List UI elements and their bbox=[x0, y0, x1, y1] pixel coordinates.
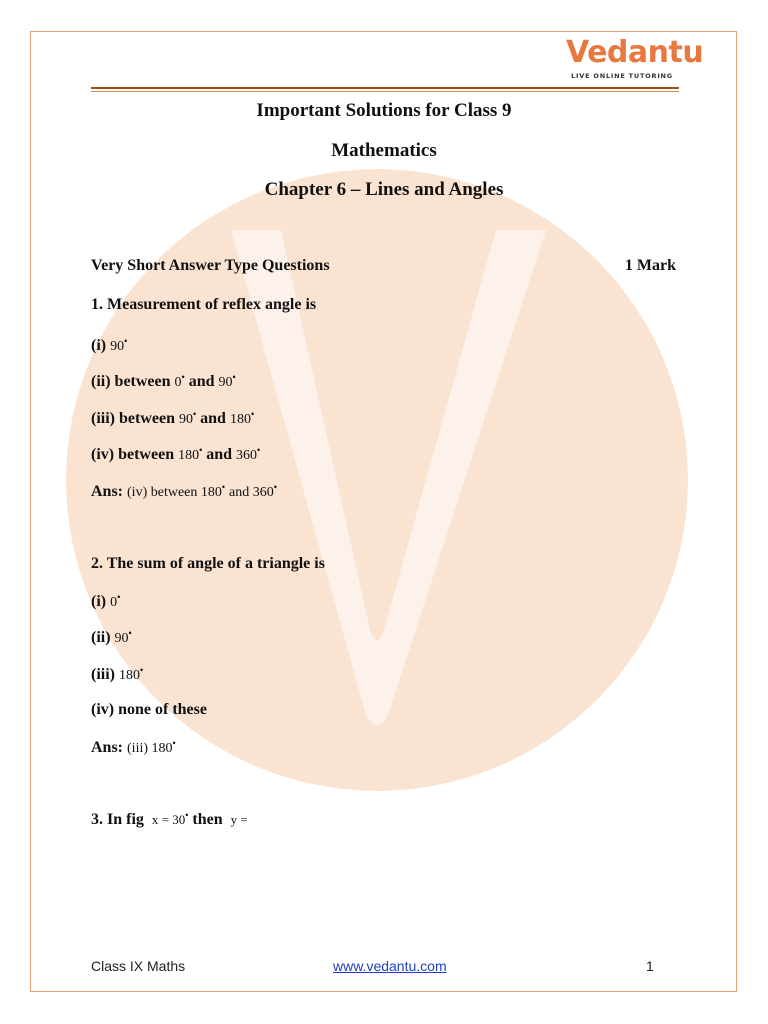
option-and: and bbox=[200, 410, 226, 427]
option-value: 180 bbox=[119, 668, 140, 683]
q1-option-2 bbox=[91, 372, 236, 391]
option-and: and bbox=[206, 446, 233, 463]
degree-mark: • bbox=[185, 810, 189, 820]
option-value: 0 bbox=[110, 595, 118, 610]
option-value: 90 bbox=[178, 412, 193, 427]
option-value: 0 bbox=[174, 375, 182, 390]
doc-title: Important Solutions for Class 9 bbox=[256, 100, 512, 121]
header-rule bbox=[91, 87, 679, 89]
degree-mark: • bbox=[172, 738, 176, 748]
q3-y-expr: y = bbox=[230, 812, 248, 827]
q2-option-4: (iv) none of these bbox=[91, 701, 207, 718]
footer-link-wrap bbox=[333, 958, 447, 974]
degree-mark: • bbox=[199, 445, 203, 455]
option-label: (ii) between bbox=[91, 373, 171, 390]
q1-answer bbox=[91, 482, 277, 501]
q1-option-4 bbox=[91, 445, 260, 464]
q3-x-expr: x = 30 bbox=[151, 812, 186, 827]
degree-mark: • bbox=[232, 372, 236, 382]
vedantu-logo bbox=[566, 35, 704, 84]
answer-label: Ans: bbox=[91, 739, 124, 756]
option-label: (i) bbox=[91, 593, 107, 610]
q2-option-2 bbox=[91, 628, 132, 647]
section-marks: 1 Mark bbox=[624, 257, 676, 274]
degree-mark: • bbox=[117, 592, 121, 602]
section-heading: Very Short Answer Type Questions bbox=[91, 257, 330, 274]
q3-question bbox=[91, 810, 248, 829]
option-label: (ii) bbox=[91, 629, 111, 646]
degree-mark: • bbox=[124, 336, 128, 346]
option-value: 180 bbox=[229, 412, 251, 427]
answer-label: Ans: bbox=[91, 483, 124, 500]
option-label: (iv) between bbox=[91, 446, 175, 463]
option-label: (iii) between bbox=[91, 410, 175, 427]
option-label: (i) bbox=[91, 337, 107, 354]
degree-mark: • bbox=[257, 445, 261, 455]
q2-option-1 bbox=[91, 592, 120, 611]
doc-chapter: Chapter 6 – Lines and Angles bbox=[264, 179, 504, 200]
page-number: 1 bbox=[646, 958, 654, 974]
degree-mark: • bbox=[192, 409, 197, 419]
option-value: 90 bbox=[218, 375, 233, 390]
degree-mark: • bbox=[181, 372, 185, 382]
degree-mark: • bbox=[273, 482, 277, 492]
footer-website-link[interactable]: www.vedantu.com bbox=[333, 958, 447, 974]
header-rule-thin bbox=[91, 91, 679, 92]
q1-question: 1. Measurement of reflex angle is bbox=[91, 296, 317, 313]
answer-text-2: and 360 bbox=[229, 485, 274, 500]
degree-mark: • bbox=[221, 482, 226, 492]
q1-option-1 bbox=[91, 336, 127, 355]
option-value: 180 bbox=[178, 448, 200, 463]
logo-wordmark: Vedantu bbox=[566, 35, 704, 70]
degree-mark: • bbox=[250, 409, 255, 419]
degree-mark: • bbox=[128, 628, 132, 638]
option-and: and bbox=[188, 373, 215, 390]
q3-label: 3. In fig bbox=[91, 811, 144, 828]
logo-tagline: LIVE ONLINE TUTORING bbox=[571, 72, 673, 80]
q2-option-3 bbox=[91, 665, 143, 684]
answer-text: (iii) 180 bbox=[127, 741, 173, 756]
answer-text: (iv) between 180 bbox=[127, 485, 222, 500]
option-label: (iii) bbox=[91, 666, 115, 683]
q2-question: 2. The sum of angle of a triangle is bbox=[91, 555, 325, 572]
option-value: 360 bbox=[236, 448, 258, 463]
q2-answer bbox=[91, 738, 176, 757]
q1-option-3 bbox=[91, 409, 254, 428]
option-value: 90 bbox=[114, 631, 129, 646]
degree-mark: • bbox=[140, 665, 144, 675]
option-value: 90 bbox=[110, 339, 125, 354]
q3-then: then bbox=[192, 811, 223, 828]
footer-class: Class IX Maths bbox=[91, 958, 186, 974]
doc-subject: Mathematics bbox=[331, 140, 437, 161]
